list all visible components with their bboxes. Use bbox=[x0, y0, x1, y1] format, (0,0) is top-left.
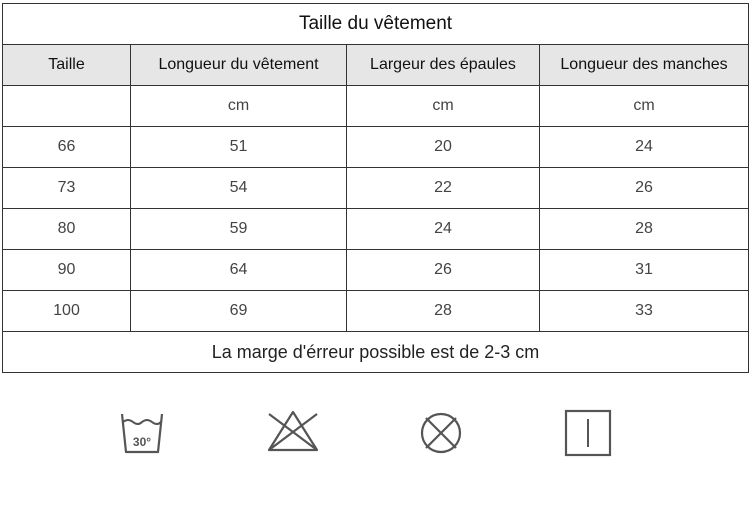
value-cell: 24 bbox=[540, 127, 749, 168]
size-cell: 73 bbox=[3, 168, 131, 209]
unit-cell: cm bbox=[131, 86, 347, 127]
value-cell: 31 bbox=[540, 250, 749, 291]
wash-30-icon bbox=[114, 404, 170, 460]
line-dry-icon bbox=[560, 404, 616, 460]
size-cell: 100 bbox=[3, 291, 131, 332]
size-cell: 66 bbox=[3, 127, 131, 168]
value-cell: 69 bbox=[131, 291, 347, 332]
table-row bbox=[3, 291, 749, 332]
value-cell: 51 bbox=[131, 127, 347, 168]
header-size: Taille bbox=[3, 45, 131, 86]
header-sleeve-length: Longueur des manches bbox=[540, 45, 749, 86]
tolerance-note: La marge d'érreur possible est de 2-3 cm bbox=[3, 332, 749, 373]
value-cell: 28 bbox=[347, 291, 540, 332]
header-row bbox=[3, 45, 749, 86]
value-cell: 26 bbox=[540, 168, 749, 209]
size-chart-table bbox=[2, 3, 749, 373]
title-row bbox=[3, 4, 749, 45]
note-row bbox=[3, 332, 749, 373]
header-garment-length: Longueur du vêtement bbox=[131, 45, 347, 86]
do-not-tumble-dry-icon bbox=[413, 404, 469, 460]
table-title: Taille du vêtement bbox=[3, 4, 749, 45]
unit-cell: cm bbox=[347, 86, 540, 127]
header-shoulder-width: Largeur des épaules bbox=[347, 45, 540, 86]
care-icons bbox=[0, 404, 750, 464]
value-cell: 64 bbox=[131, 250, 347, 291]
table-row bbox=[3, 209, 749, 250]
value-cell: 26 bbox=[347, 250, 540, 291]
do-not-bleach-icon bbox=[265, 404, 321, 460]
value-cell: 20 bbox=[347, 127, 540, 168]
unit-row bbox=[3, 86, 749, 127]
value-cell: 54 bbox=[131, 168, 347, 209]
table-row bbox=[3, 250, 749, 291]
unit-cell bbox=[3, 86, 131, 127]
value-cell: 33 bbox=[540, 291, 749, 332]
wash-temperature-label: 30° bbox=[132, 435, 152, 449]
size-cell: 90 bbox=[3, 250, 131, 291]
value-cell: 59 bbox=[131, 209, 347, 250]
value-cell: 24 bbox=[347, 209, 540, 250]
value-cell: 22 bbox=[347, 168, 540, 209]
table-row bbox=[3, 127, 749, 168]
size-cell: 80 bbox=[3, 209, 131, 250]
unit-cell: cm bbox=[540, 86, 749, 127]
value-cell: 28 bbox=[540, 209, 749, 250]
table-row bbox=[3, 168, 749, 209]
